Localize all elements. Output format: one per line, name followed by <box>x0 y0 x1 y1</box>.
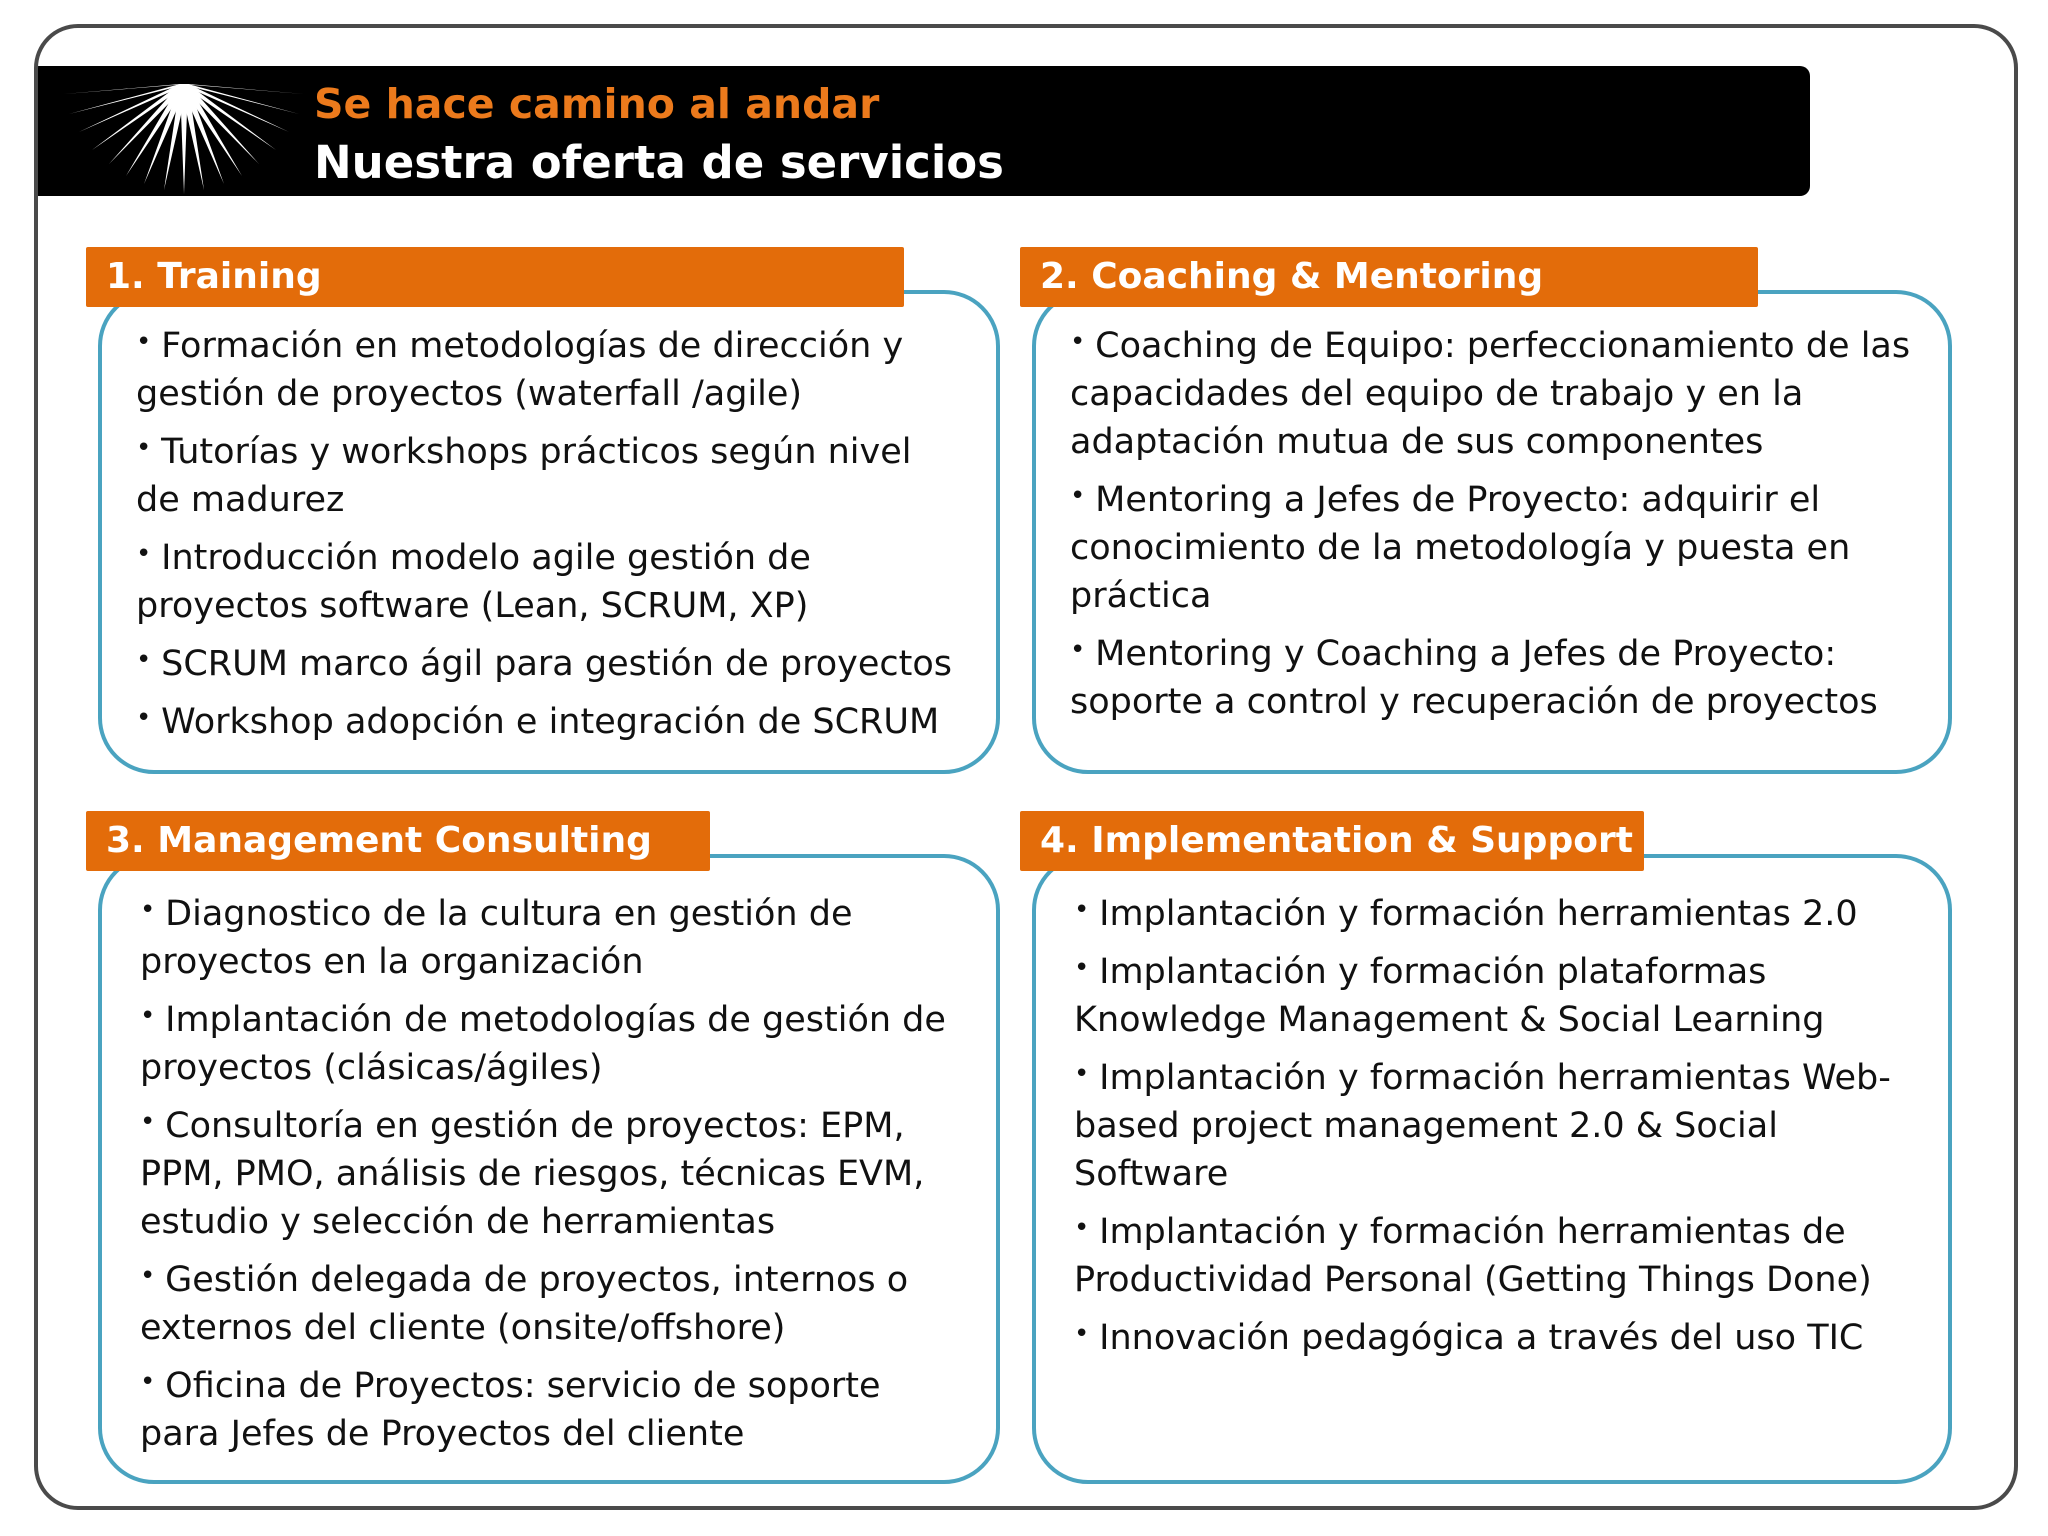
section-title-coaching: 2. Coaching & Mentoring <box>1020 247 1758 307</box>
list-item: • Formación en metodologías de dirección y gestión de proyectos (waterfall /agile) <box>136 326 904 414</box>
section-list-implementation <box>1074 890 1924 1372</box>
header-bar <box>38 66 1810 196</box>
list-item: • Implantación y formación herramientas 2.0 <box>1074 894 1858 934</box>
list-item: • SCRUM marco ágil para gestión de proyectos <box>136 644 953 684</box>
list-item: • Gestión delegada de proyectos, internos o externos del cliente (onsite/offshore) <box>140 1260 909 1348</box>
list-item: • Oficina de Proyectos: servicio de soporte para Jefes de Proyectos del cliente <box>140 1366 881 1454</box>
list-item: • Mentoring a Jefes de Proyecto: adquirir el conocimiento de la metodología y puesta en práctica <box>1070 480 1851 616</box>
page-title: Nuestra oferta de servicios <box>314 136 1004 189</box>
section-title-consulting: 3. Management Consulting <box>86 811 710 871</box>
list-item: • Workshop adopción e integración de SCRUM <box>136 702 940 742</box>
section-title-implementation: 4. Implementation & Support <box>1020 811 1644 871</box>
list-item: • Diagnostico de la cultura en gestión de proyectos en la organización <box>140 894 853 982</box>
header-subtitle: Se hace camino al andar <box>314 80 880 128</box>
list-item: • Coaching de Equipo: perfeccionamiento de las capacidades del equipo de trabajo y en la adaptación mutua de sus componentes <box>1070 326 1911 462</box>
list-item: • Introducción modelo agile gestión de proyectos software (Lean, SCRUM, XP) <box>136 538 811 626</box>
list-item: • Consultoría en gestión de proyectos: EPM, PPM, PMO, análisis de riesgos, técnicas EVM, estudio y selección de herramientas <box>140 1106 925 1242</box>
section-list-coaching <box>1070 322 1920 736</box>
list-item: • Implantación de metodologías de gestión de proyectos (clásicas/ágiles) <box>140 1000 946 1088</box>
list-item: • Implantación y formación herramientas de Productividad Personal (Getting Things Done) <box>1074 1212 1872 1300</box>
list-item: • Tutorías y workshops prácticos según nivel de madurez <box>136 432 912 520</box>
list-item: • Mentoring y Coaching a Jefes de Proyecto: soporte a control y recuperación de proyectos <box>1070 634 1878 722</box>
slide-frame <box>34 24 2018 1510</box>
section-list-consulting <box>140 890 960 1468</box>
section-title-training: 1. Training <box>86 247 904 307</box>
starburst-icon <box>54 66 314 196</box>
list-item: • Innovación pedagógica a través del uso TIC <box>1074 1318 1864 1358</box>
list-item: • Implantación y formación herramientas Web-based project management 2.0 & Social Software <box>1074 1058 1891 1194</box>
section-list-training <box>136 322 956 756</box>
list-item: • Implantación y formación plataformas Knowledge Management & Social Learning <box>1074 952 1825 1040</box>
